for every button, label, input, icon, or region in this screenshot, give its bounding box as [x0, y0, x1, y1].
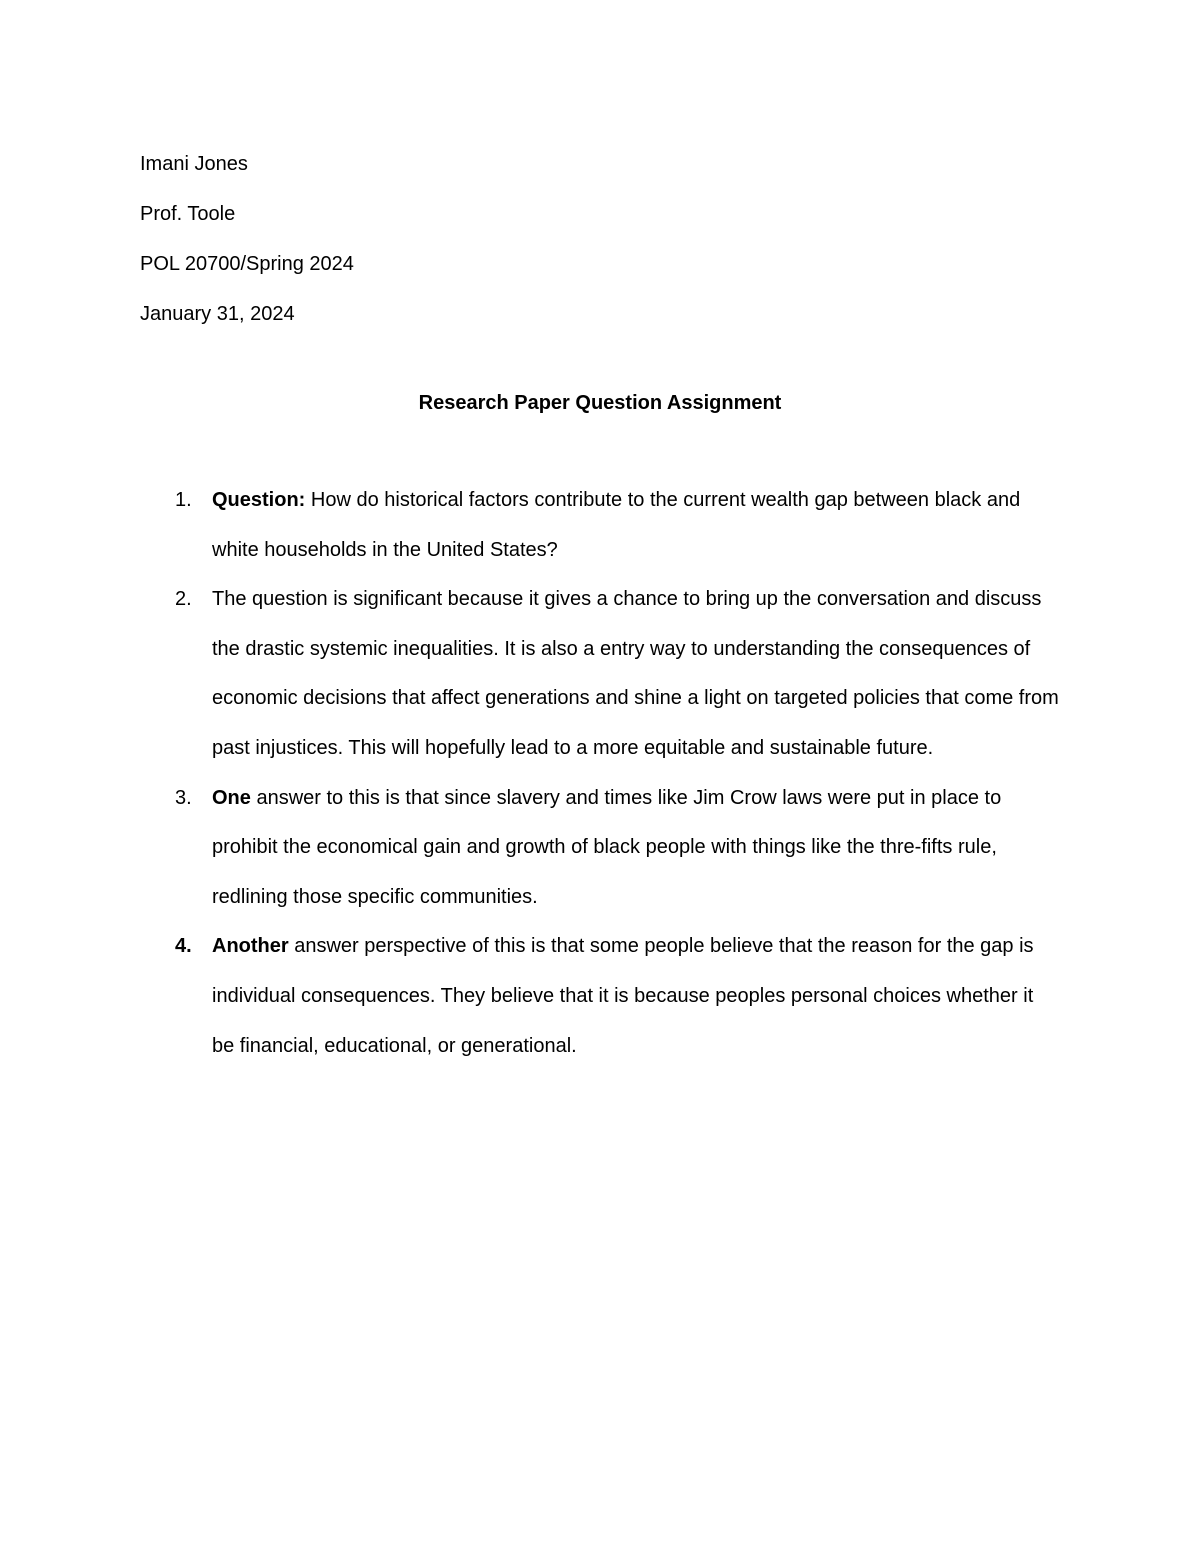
- list-number: 1.: [175, 489, 192, 511]
- professor-name: Prof. Toole: [140, 203, 236, 225]
- course-info: POL 20700/Spring 2024: [140, 253, 354, 275]
- item-lead: Another: [212, 935, 289, 958]
- list-number: 3.: [175, 786, 192, 809]
- student-name: Imani Jones: [140, 153, 248, 175]
- item-text: answer perspective of this is that some people believe that the reason for the gap is individual consequences. They believe that it is because peoples personal choices whether it be financial, educational, or generational.: [212, 935, 1034, 1057]
- list-item-2: [140, 575, 1060, 773]
- list-item-4: [140, 922, 1060, 1071]
- item-text: The question is significant because it gives a chance to bring up the conversation and discuss the drastic systemic inequalities. It is also a entry way to understanding the consequences of economic decisions that affect generations and shine a light on targeted policies that come from past injustices. This will hopefully lead to a more equitable and sustainable future.: [212, 588, 1059, 759]
- list-item-3: [140, 774, 1060, 923]
- list-item-1: [140, 476, 1060, 575]
- item-text: answer to this is that since slavery and times like Jim Crow laws were put in place to prohibit the economical gain and growth of black people with things like the thre-fifts rule, redlining those specific communities.: [212, 786, 1002, 908]
- item-lead: Question:: [212, 489, 306, 511]
- document-header: [140, 139, 354, 339]
- document-date: January 31, 2024: [140, 303, 295, 325]
- item-lead: One: [212, 786, 251, 809]
- document-title: Research Paper Question Assignment: [418, 392, 782, 414]
- numbered-list: [140, 476, 1060, 1071]
- list-number: 4.: [175, 935, 192, 958]
- list-number: 2.: [175, 588, 192, 611]
- item-text: How do historical factors contribute to the current wealth gap between black and white households in the United States?: [212, 489, 1021, 561]
